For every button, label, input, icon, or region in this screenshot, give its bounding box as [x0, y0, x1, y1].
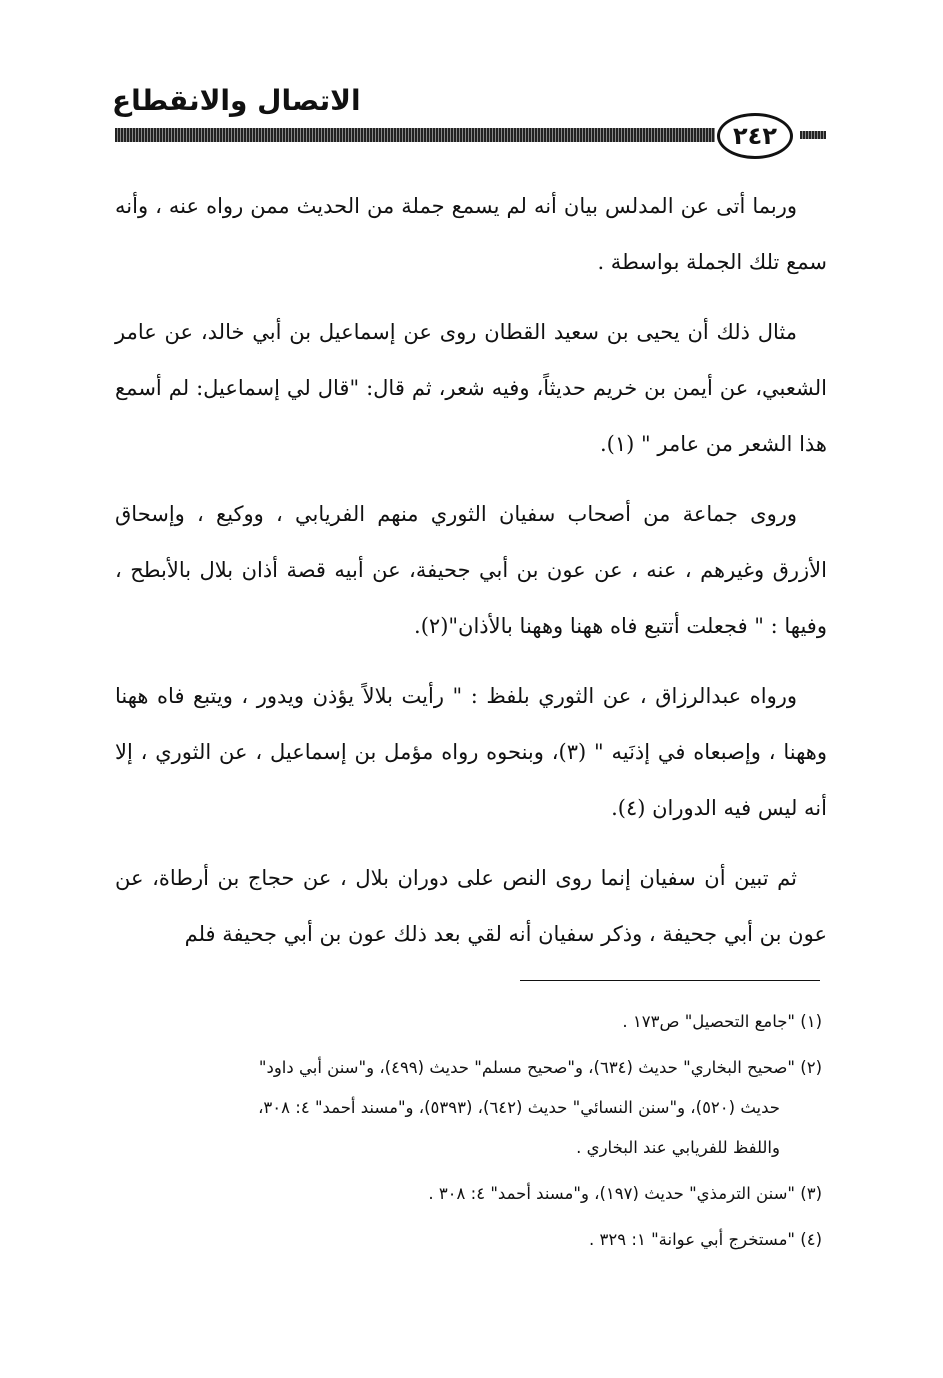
- page-number-badge: [717, 113, 793, 159]
- paragraph: وروى جماعة من أصحاب سفيان الثوري منهم الفريابي ، ووكيع ، وإسحاق الأزرق وغيرهم ، عنه ، عن عون بن أبي جحيفة، عن أبيه قصة أذان بلال بالأبطح ، وفيها : " فجعلت أتتبع فاه ههنا وههنا بالأذان"(٢).: [115, 502, 827, 638]
- footnote-separator: [520, 980, 820, 981]
- header-rule: [115, 128, 715, 142]
- header-rule-right: [800, 131, 826, 139]
- paragraph: مثال ذلك أن يحيى بن سعيد القطان روى عن إسماعيل بن أبي خالد، عن عامر الشعبي، عن أيمن بن خريم حديثاً، وفيه شعر، ثم قال: "قال لي إسماعيل: لم أسمع هذا الشعر من عامر " (١).: [115, 320, 827, 456]
- paragraph: وربما أتى عن المدلس بيان أنه لم يسمع جملة من الحديث ممن رواه عنه ، وأنه سمع تلك الجملة بواسطة .: [115, 194, 827, 274]
- footnote-2-line-2: حديث (٥٢٠)، و"سنن النسائي" حديث (٦٤٢)، (٥٣٩٣)، و"مسند أحمد" ٤: ٣٠٨،: [258, 1098, 780, 1117]
- footnote-2-line-1: (٢) "صحيح البخاري" حديث (٦٣٤)، و"صحيح مسلم" حديث (٤٩٩)، و"سنن أبي داود": [258, 1058, 822, 1077]
- paragraph: ثم تبين أن سفيان إنما روى النص على دوران بلال ، عن حجاج بن أرطاة، عن عون بن أبي جحيفة ، وذكر سفيان أنه لقي بعد ذلك عون بن أبي جحيفة فلم: [115, 866, 827, 946]
- page-number: ٢٤٢: [733, 122, 777, 150]
- running-title: الاتصال والانقطاع: [112, 84, 361, 117]
- footnote-2-line-3: واللفظ للفريابي عند البخاري .: [576, 1138, 780, 1157]
- footnote-1: (١) "جامع التحصيل" ص١٧٣ .: [622, 1012, 822, 1031]
- footnotes: [105, 1002, 822, 1266]
- footnote-2: [105, 1048, 822, 1168]
- paragraph: ورواه عبدالرزاق ، عن الثوري بلفظ : " رأيت بلالاً يؤذن ويدور ، ويتبع فاه ههنا وههنا ، وإصبعاه في إذنَيه " (٣)، وبنحوه رواه مؤمل بن إسماعيل ، عن الثوري ، إلا أنه ليس فيه الدوران (٤).: [115, 684, 827, 820]
- footnote-3: (٣) "سنن الترمذي" حديث (١٩٧)، و"مسند أحمد" ٤: ٣٠٨ .: [428, 1184, 822, 1203]
- footnote-4: (٤) "مستخرج أبي عوانة" ١: ٣٢٩ .: [589, 1230, 822, 1249]
- main-text: [115, 178, 827, 976]
